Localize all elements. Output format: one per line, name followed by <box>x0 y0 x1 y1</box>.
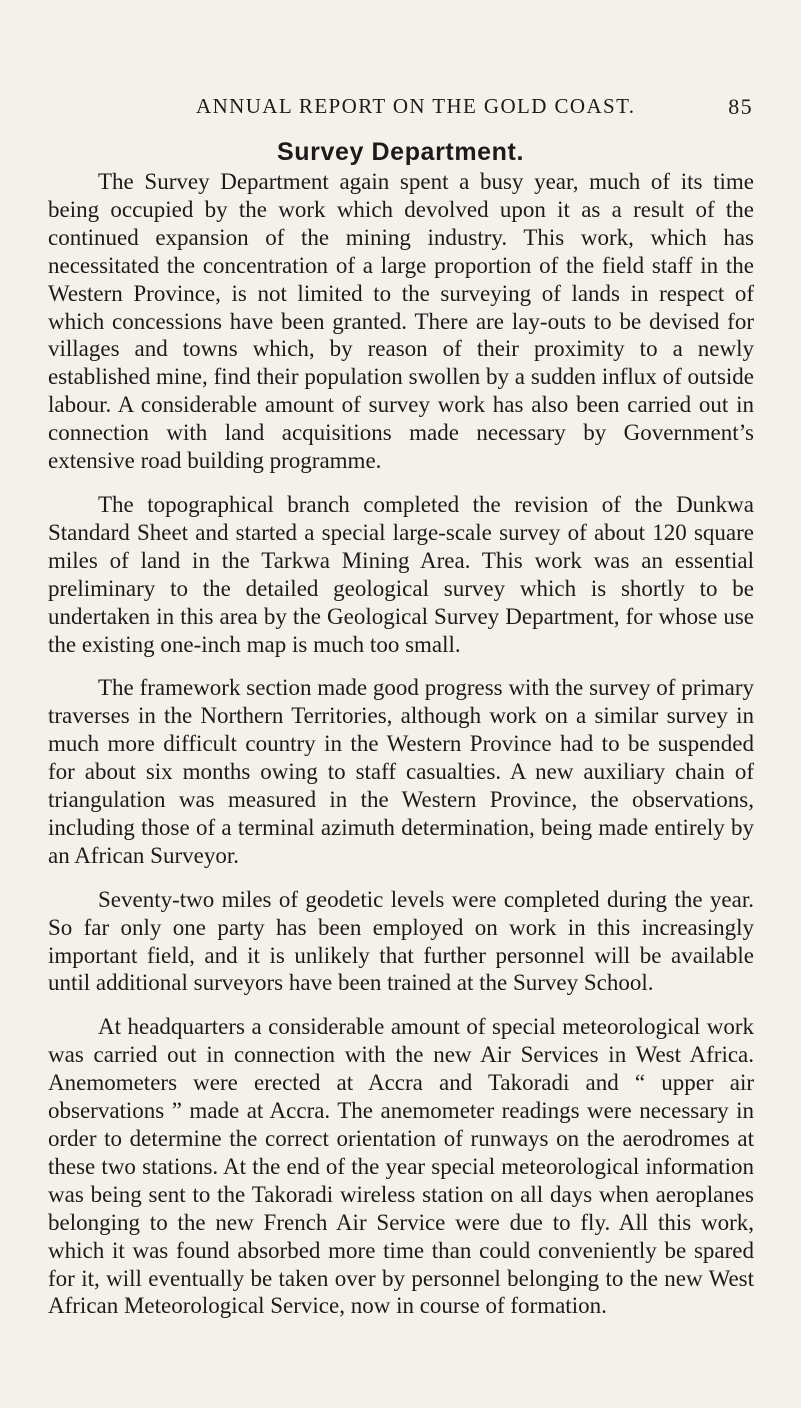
section-heading: Survey Department. <box>277 138 524 166</box>
paragraph-5: At headquarters a considerable amount of special meteorological work was carried out in connection with the new Air Services in West Africa. Anemometers were erected at Accra and Takoradi and “ upper air observations ” made at Accra. The anemometer readings were necessary in order to determine the correct orientation of runways on the aerodromes at these two stations. At the end of the year special meteorological information was being sent to the Takoradi wireless station on all days when aeroplanes belonging to the new French Air Service were due to fly. All this work, which it was found absorbed more time than could conveniently be spared for it, will eventually be taken over by personnel belonging to the new West African Meteorological Service, now in course of formation. <box>48 1014 754 1319</box>
running-title: ANNUAL REPORT ON THE GOLD COAST. <box>196 94 636 118</box>
page-number: 85 <box>728 94 753 119</box>
paragraph-4: Seventy-two miles of geodetic levels were completed during the year. So far only one party has been employed on work in this increasingly important field, and it is unlikely that further personnel will be available until additional surveyors have been trained at the Survey School. <box>48 886 754 996</box>
body-text <box>48 168 754 1320</box>
paragraph-2: The topographical branch completed the revision of the Dunkwa Standard Sheet and started a special large-scale survey of about 120 square miles of land in the Tarkwa Mining Area. This work was an essential preliminary to the detailed geological survey which is shortly to be undertaken in this area by the Geological Survey Department, for whose use the existing one-inch map is much too small. <box>48 491 754 657</box>
paragraph-1: The Survey Department again spent a busy year, much of its time being occupied by the work which devolved upon it as a result of the continued expansion of the mining industry. This work, which has necessitated the concentration of a large proportion of the field staff in the Western Province, is not limited to the surveying of lands in respect of which concessions have been granted. There are lay-outs to be devised for villages and towns which, by reason of their proximity to a newly established mine, find their population swollen by a sudden influx of outside labour. A considerable amount of survey work has also been carried out in connection with land acquisitions made necessary by Government’s extensive road building programme. <box>48 169 754 474</box>
paragraph-3: The framework section made good progress with the survey of primary traverses in the Northern Territories, although work on a similar survey in much more difficult country in the Western Province had to be suspended for about six months owing to staff casualties. A new auxiliary chain of triangulation was measured in the Western Province, the observations, including those of a terminal azimuth determination, being made entirely by an African Surveyor. <box>48 675 754 868</box>
running-header <box>196 94 753 124</box>
